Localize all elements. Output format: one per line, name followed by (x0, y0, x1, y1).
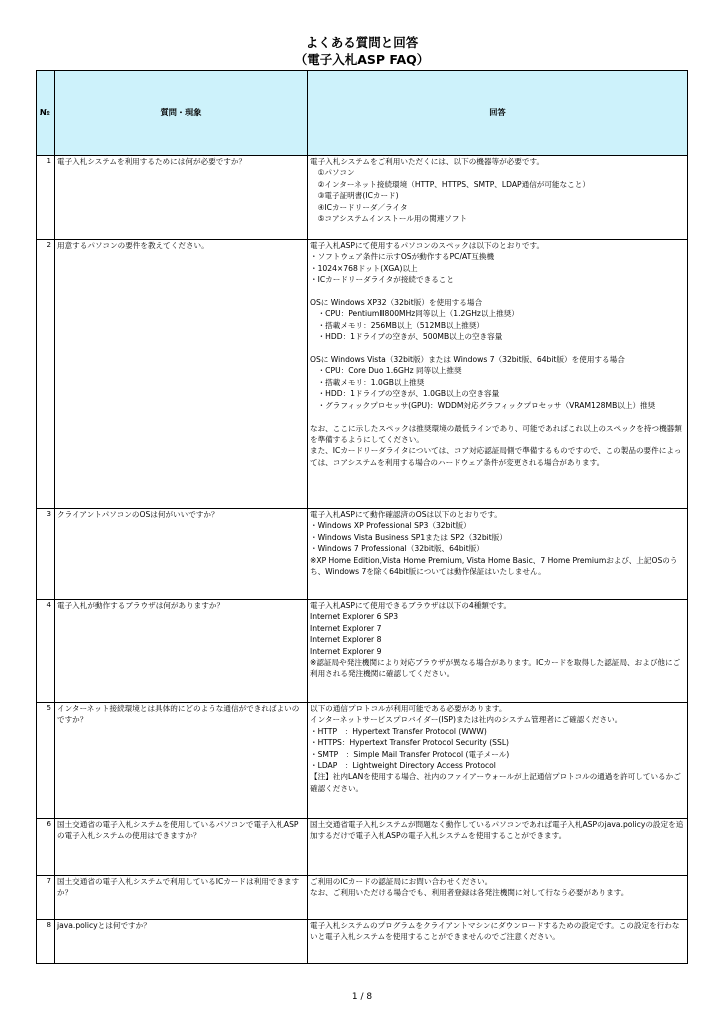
table-row (37, 509, 688, 600)
table-header-row (37, 71, 688, 156)
question-cell: インターネット接続環境とは具体的にどのような通信ができればよいのですか？ (55, 703, 308, 819)
answer-cell: 電子入札システムをご利用いただくには、以下の機器等が必要です。 ①パソコン ②インターネット接続環境（HTTP、HTTPS、SMTP、LDAP通信が可能なこと） ③電子証明書(ICカード) ④ICカードリーダ／ライタ ⑤コアシステムインストール用の関連ソフト (308, 156, 688, 240)
page-title: よくある質問と回答 (305, 35, 419, 50)
answer-cell: 電子入札ASPにて動作確認済のOSは以下のとおりです。 ・Windows XP Professional SP3（32bit版） ・Windows Vista Business SP1または SP2（32bit版） ・Windows 7 Professional（32bit版、64bit版） ※XP Home Edition,Vista Home Premium, Vista Home Basic、7 Home Premiumおよび、上記OSのうち、Windows 7を除く64bit版については動作保証はいたしません。 (308, 509, 688, 600)
table-row (37, 819, 688, 876)
answer-cell: 以下の通信プロトコルが利用可能である必要があります。 インターネットサービスプロバイダー(ISP)または社内のシステム管理者にご確認ください。 ・HTTP ：Hypertext Transfer Protocol (WWW) ・HTTPS：Hypertext Transfer Protocol Security (SSL) ・SMTP ：Simple Mail Transfer Protocol (電子メール) ・LDAP ：Lightweight Directory Access Protocol 【注】社内LANを使用する場合、社内のファイアーウォールが上記通信プロトコルの通過を許可しているかご確認ください。 (308, 703, 688, 819)
row-number: 6 (37, 819, 55, 876)
row-number: 5 (37, 703, 55, 819)
column-header-answer: 回答 (308, 71, 688, 156)
table-row (37, 920, 688, 964)
question-cell: クライアントパソコンのOSは何がいいですか？ (55, 509, 308, 600)
question-cell: 国土交通省の電子入札システムを使用しているパソコンで電子入札ASPの電子入札システムの使用はできますか？ (55, 819, 308, 876)
table-row (37, 240, 688, 509)
faq-table (36, 70, 688, 964)
question-cell: 国土交通省の電子入札システムで利用しているICカードは利用できますか？ (55, 876, 308, 920)
page-subtitle: （電子入札ASP FAQ） (294, 52, 430, 67)
page-number: 1 / 8 (351, 992, 373, 1002)
answer-cell: 国土交通省電子入札システムが問題なく動作しているパソコンであれば電子入札ASPのjava.policyの設定を追加するだけで電子入札ASPの電子入札システムを使用することができます。 (308, 819, 688, 876)
answer-cell: 電子入札システムのプログラムをクライアントマシンにダウンロードするための設定です。この設定を行わないと電子入札システムを使用することができませんのでご注意ください。 (308, 920, 688, 964)
column-header-no: № (37, 71, 55, 156)
row-number: 1 (37, 156, 55, 240)
question-cell: java.policyとは何ですか？ (55, 920, 308, 964)
question-cell: 用意するパソコンの要件を教えてください。 (55, 240, 308, 509)
table-row (37, 876, 688, 920)
row-number: 7 (37, 876, 55, 920)
table-row (37, 156, 688, 240)
answer-cell: 電子入札ASPにて使用するパソコンのスペックは以下のとおりです。 ・ソフトウェア条件に示すOSが動作するPC/AT互換機 ・1024×768ドット(XGA)以上 ・ICカードリーダライタが接続できること OSに Windows XP32（32bit版）を使用する場合 ・CPU：PentiumⅢ800MHz同等以上（1.2GHz以上推奨） ・搭載メモリ：256MB以上（512MB以上推奨） ・HDD：1ドライブの空きが、500MB以上の空き容量 OSに Windows Vista（32bit版）または Windows 7（32bit版、64bit版）を使用する場合 ・CPU：Core Duo 1.6GHz 同等以上推奨 ・搭載メモリ：1.0GB以上推奨 ・HDD：1ドライブの空きが、1.0GB以上の空き容量 ・グラフィックプロセッサ(GPU)：WDDM対応グラフィックプロセッサ（VRAM128MB以上）推奨 なお、ここに示したスペックは推奨環境の最低ラインであり、可能であればこれ以上のスペックを持つ機器類を準備するようにしてください。 また、ICカードリーダライタについては、コア対応認証局側で準備するものですので、この製品の要件によっては、コアシステムを利用する場合のハードウェア条件が変更される場合があります。 (308, 240, 688, 509)
row-number: 2 (37, 240, 55, 509)
column-header-question: 質問・現象 (55, 71, 308, 156)
question-cell: 電子入札が動作するブラウザは何がありますか？ (55, 600, 308, 703)
question-cell: 電子入札システムを利用するためには何が必要ですか？ (55, 156, 308, 240)
row-number: 8 (37, 920, 55, 964)
row-number: 3 (37, 509, 55, 600)
table-row (37, 600, 688, 703)
answer-cell: ご利用のICカードの認証局にお問い合わせください。 なお、ご利用いただける場合でも、利用者登録は各発注機関に対して行なう必要があります。 (308, 876, 688, 920)
table-row (37, 703, 688, 819)
answer-cell: 電子入札ASPにて使用できるブラウザは以下の4種類です。 Internet Explorer 6 SP3 Internet Explorer 7 Internet Explorer 8 Internet Explorer 9 ※認証局や発注機関により対応ブラウザが異なる場合があります。ICカードを取得した認証局、および他にご利用される発注機関に確認してください。 (308, 600, 688, 703)
row-number: 4 (37, 600, 55, 703)
